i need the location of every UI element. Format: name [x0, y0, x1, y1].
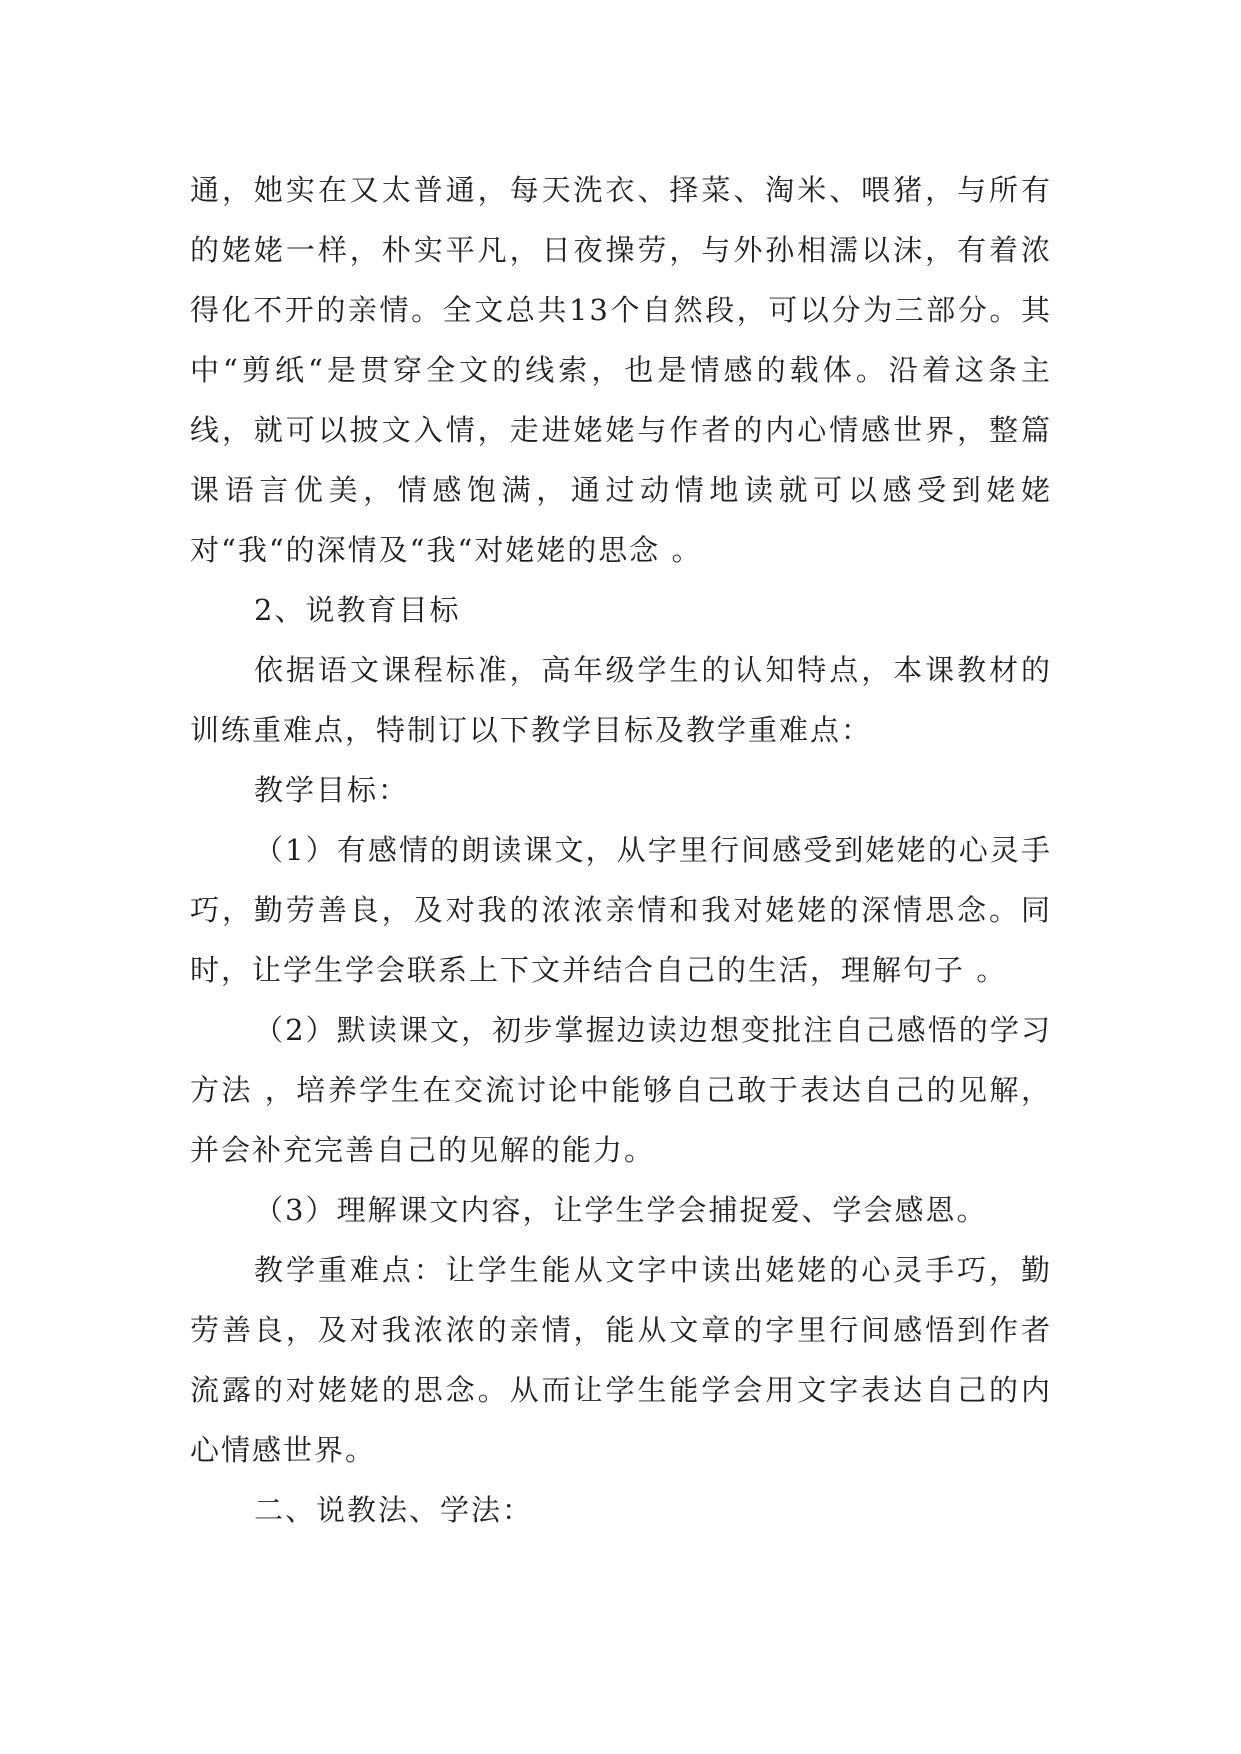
label-teaching-goals: 教学目标：: [254, 773, 410, 807]
goal-item-3: （3）理解课文内容，让学生学会捕捉爱、学会感恩。: [254, 1193, 988, 1227]
paragraph-key-points: 教学重难点：让学生能从文字中读出姥姥的心灵手巧，勤劳善良，及对我浓浓的亲情，能从文章的字里行间感悟到作者流露的对姥姥的思念。从而让学生能学会用文字表达自己的内心情感世界。: [190, 1253, 1052, 1467]
goal-item-1: （1）有感情的朗读课文，从字里行间感受到姥姥的心灵手巧，勤劳善良，及对我的浓浓亲情和我对姥姥的深情思念。同时，让学生学会联系上下文并结合自己的生活，理解句子 。: [190, 833, 1052, 987]
heading-teaching-methods: 二、说教法、学法：: [254, 1493, 534, 1527]
heading-teaching-goals: 2、说教育目标: [254, 593, 461, 627]
paragraph-intro-continued: 通，她实在又太普通，每天洗衣、择菜、淘米、喂猪，与所有的姥姥一样，朴实平凡，日夜操劳，与外孙相濡以沫，有着浓得化不开的亲情。全文总共13个自然段，可以分为三部分。其中“剪纸“是贯穿全文的线索，也是情感的载体。沿着这条主线，就可以披文入情，走进姥姥与作者的内心情感世界，整篇课语言优美，情感饱满，通过动情地读就可以感受到姥姥对“我“的深情及“我“对姥姥的思念 。: [190, 173, 1052, 567]
paragraph-goal-basis: 依据语文课程标准，高年级学生的认知特点，本课教材的训练重难点，特制订以下教学目标及教学重难点：: [190, 653, 1052, 747]
document-body: [190, 160, 1052, 1540]
goal-item-2: （2）默读课文，初步掌握边读边想变批注自己感悟的学习方法 ，培养学生在交流讨论中能够自己敢于表达自己的见解，并会补充完善自己的见解的能力。: [190, 1013, 1052, 1167]
